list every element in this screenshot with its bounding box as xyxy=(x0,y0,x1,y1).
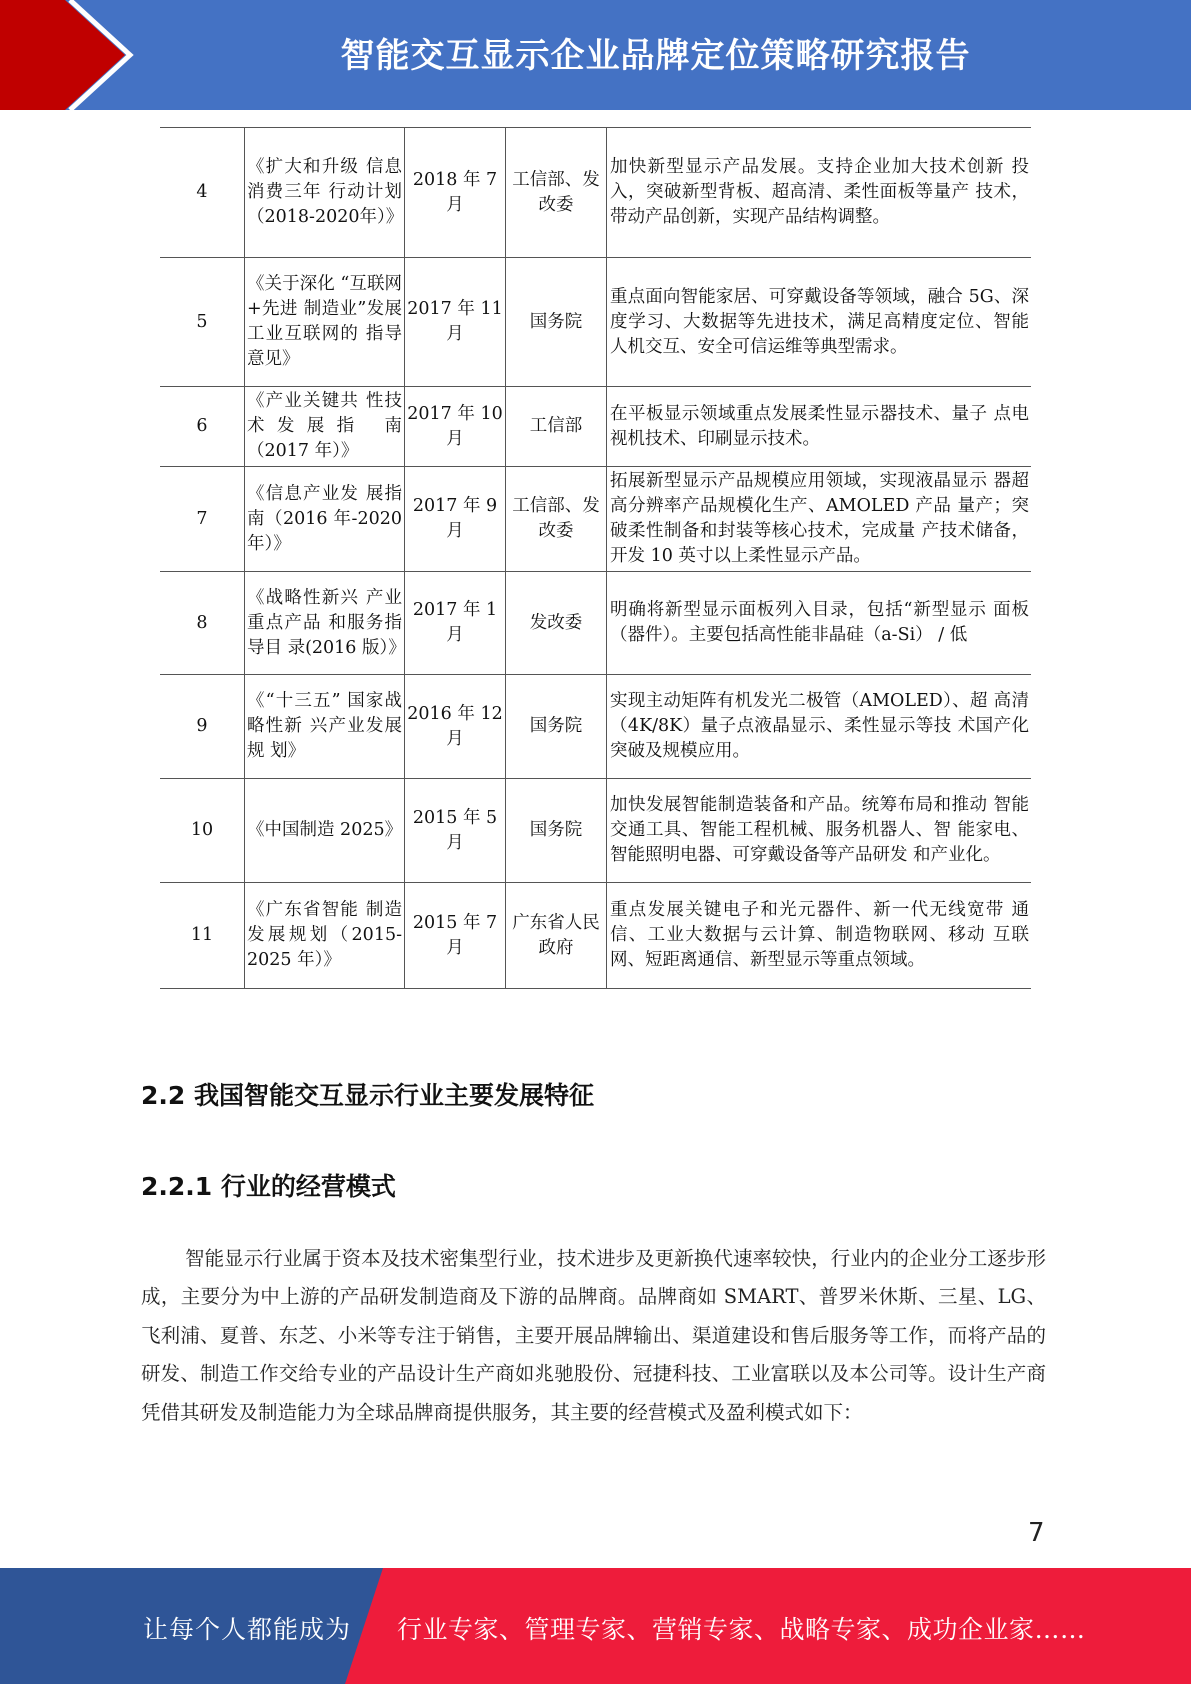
issue-date-cell: 2015 年 7 月 xyxy=(405,883,506,989)
footer-slogan-right: 行业专家、管理专家、营销专家、战略专家、成功企业家…… xyxy=(397,1615,1086,1644)
policy-content-cell: 实现主动矩阵有机发光二极管（AMOLED）、超 高清（4K/8K）量子点液晶显示、柔性显示等技 术国产化突破及规模应用。 xyxy=(607,675,1032,779)
policy-name-cell: 《战略性新兴 产业重点产品 和服务指导目 录(2016 版）》 xyxy=(245,572,405,675)
page-header xyxy=(0,0,1191,110)
row-number-cell: 6 xyxy=(160,387,245,467)
policy-content-cell: 在平板显示领域重点发展柔性显示器技术、量子 点电视机技术、印刷显示技术。 xyxy=(607,387,1032,467)
issue-date-cell: 2016 年 12 月 xyxy=(405,675,506,779)
department-cell: 国务院 xyxy=(506,675,607,779)
department-cell: 工信部、发改委 xyxy=(506,128,607,258)
department-cell: 发改委 xyxy=(506,572,607,675)
department-cell: 工信部 xyxy=(506,387,607,467)
department-cell: 广东省人民政府 xyxy=(506,883,607,989)
policy-content-cell: 拓展新型显示产品规模应用领域，实现液晶显示 器超高分辨率产品规模化生产、AMOLED 产品 量产；突破柔性制备和封装等核心技术，完成量 产技术储备，开发 10 英寸以上柔性显示产品。 xyxy=(607,467,1032,572)
row-number-cell: 9 xyxy=(160,675,245,779)
table-row xyxy=(160,675,1031,779)
table-row xyxy=(160,572,1031,675)
row-number-cell: 5 xyxy=(160,258,245,387)
policy-content-cell: 加快新型显示产品发展。支持企业加大技术创新 投入，突破新型背板、超高清、柔性面板等量产 技术，带动产品创新，实现产品结构调整。 xyxy=(607,128,1032,258)
table-row xyxy=(160,883,1031,989)
footer-slogan-left: 让每个人都能成为 xyxy=(143,1615,352,1644)
issue-date-cell: 2017 年 10 月 xyxy=(405,387,506,467)
issue-date-cell: 2017 年 1 月 xyxy=(405,572,506,675)
page-footer xyxy=(0,1568,1191,1684)
table-row xyxy=(160,779,1031,883)
table-row xyxy=(160,387,1031,467)
report-title: 智能交互显示企业品牌定位策略研究报告 xyxy=(340,36,971,76)
subsection-heading: 2.2.1 行业的经营模式 xyxy=(141,1172,396,1201)
policy-content-cell: 重点发展关键电子和光元器件、新一代无线宽带 通信、工业大数据与云计算、制造物联网、移动 互联网、短距离通信、新型显示等重点领域。 xyxy=(607,883,1032,989)
page-number: 7 xyxy=(1028,1518,1045,1548)
body-paragraph: 智能显示行业属于资本及技术密集型行业，技术进步及更新换代速率较快，行业内的企业分工逐步形成，主要分为中上游的产品研发制造商及下游的品牌商。品牌商如 SMART、普罗米休斯、三星、LG、飞利浦、夏普、东芝、小米等专注于销售，主要开展品牌输出、渠道建设和售后服务等工作，而将产品的研发、制造工作交给专业的产品设计生产商如兆驰股份、冠捷科技、工业富联以及本公司等。设计生产商凭借其研发及制造能力为全球品牌商提供服务，其主要的经营模式及盈利模式如下： xyxy=(141,1247,1046,1424)
row-number-cell: 8 xyxy=(160,572,245,675)
policy-name-cell: 《“十三五” 国家战略性新 兴产业发展规 划》 xyxy=(245,675,405,779)
policy-name-cell: 《信息产业发 展指南（2016 年-2020 年）》 xyxy=(245,467,405,572)
department-cell: 国务院 xyxy=(506,258,607,387)
issue-date-cell: 2017 年 11 月 xyxy=(405,258,506,387)
department-cell: 工信部、发改委 xyxy=(506,467,607,572)
policy-content-cell: 重点面向智能家居、可穿戴设备等领域，融合 5G、深度学习、大数据等先进技术，满足高精度定位、智能人机交互、安全可信运维等典型需求。 xyxy=(607,258,1032,387)
policy-table xyxy=(160,127,1031,989)
row-number-cell: 11 xyxy=(160,883,245,989)
section-heading: 2.2 我国智能交互显示行业主要发展特征 xyxy=(141,1081,594,1110)
policy-name-cell: 《广东省智能 制造发展规划（2015-2025 年）》 xyxy=(245,883,405,989)
policy-content-cell: 加快发展智能制造装备和产品。统筹布局和推动 智能交通工具、智能工程机械、服务机器人、智 能家电、智能照明电器、可穿戴设备等产品研发 和产业化。 xyxy=(607,779,1032,883)
row-number-cell: 4 xyxy=(160,128,245,258)
policy-name-cell: 《关于深化 “互联网+先进 制造业”发展 工业互联网的 指导意见》 xyxy=(245,258,405,387)
issue-date-cell: 2015 年 5 月 xyxy=(405,779,506,883)
table-row xyxy=(160,467,1031,572)
policy-name-cell: 《产业关键共 性技术发展指 南（2017 年）》 xyxy=(245,387,405,467)
policy-name-cell: 《扩大和升级 信息消费三年 行动计划（2018-2020年）》 xyxy=(245,128,405,258)
table-row xyxy=(160,258,1031,387)
row-number-cell: 7 xyxy=(160,467,245,572)
policy-name-cell: 《中国制造 2025》 xyxy=(245,779,405,883)
policy-content-cell: 明确将新型显示面板列入目录，包括“新型显示 面板（器件）。主要包括高性能非晶硅（a-Si） / 低 xyxy=(607,572,1032,675)
issue-date-cell: 2017 年 9 月 xyxy=(405,467,506,572)
department-cell: 国务院 xyxy=(506,779,607,883)
issue-date-cell: 2018 年 7 月 xyxy=(405,128,506,258)
table-row xyxy=(160,128,1031,258)
row-number-cell: 10 xyxy=(160,779,245,883)
